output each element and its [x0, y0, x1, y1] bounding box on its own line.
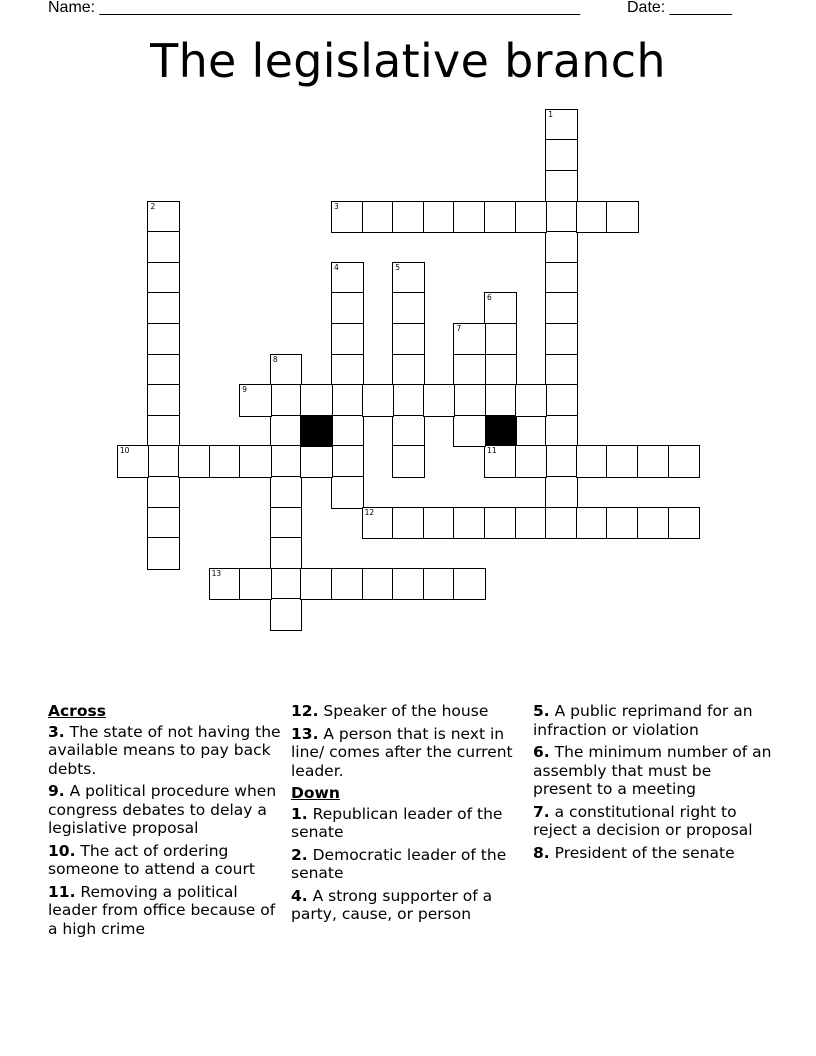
clues-column-2: [291, 702, 531, 928]
grid-cell[interactable]: [331, 384, 364, 417]
grid-cell[interactable]: [147, 354, 180, 387]
grid-cell[interactable]: [484, 201, 517, 234]
grid-cell[interactable]: [606, 201, 639, 234]
clues-column-3: [533, 702, 773, 866]
grid-cell[interactable]: [239, 384, 272, 417]
grid-cell[interactable]: [270, 598, 303, 631]
across-clue-11: 11. Removing a political leader from office because of a high crime: [48, 882, 276, 938]
grid-cell[interactable]: [545, 354, 578, 387]
grid-cell[interactable]: [515, 201, 548, 234]
grid-cell[interactable]: [331, 568, 364, 601]
grid-cell[interactable]: [484, 507, 517, 540]
grid-cell[interactable]: [392, 568, 425, 601]
grid-cell[interactable]: [392, 445, 425, 478]
down-clue-8: 8. President of the senate: [533, 843, 735, 862]
grid-cell[interactable]: [668, 445, 701, 478]
grid-cell[interactable]: [178, 445, 211, 478]
clue-number: 13: [211, 568, 222, 578]
grid-cell[interactable]: [453, 201, 486, 234]
grid-cell[interactable]: [331, 445, 364, 478]
grid-cell[interactable]: [423, 201, 456, 234]
clues-column-1: [48, 702, 288, 942]
grid-cell[interactable]: [300, 384, 333, 417]
grid-cell[interactable]: [331, 262, 364, 295]
grid-cell[interactable]: [392, 262, 425, 295]
clue-number: 4: [334, 262, 339, 272]
name-field-label: Name: ______________________________________________________: [48, 0, 581, 16]
grid-cell[interactable]: [515, 384, 548, 417]
grid-cell[interactable]: [668, 507, 701, 540]
grid-cell[interactable]: [484, 445, 517, 478]
across-clue-12: 12. Speaker of the house: [291, 702, 489, 720]
grid-cell[interactable]: [545, 109, 578, 142]
grid-cell[interactable]: [606, 507, 639, 540]
down-heading: Down: [291, 784, 340, 802]
grid-cell[interactable]: [300, 568, 333, 601]
grid-cell[interactable]: [453, 323, 486, 356]
across-clue-9: 9. A political procedure when congress debates to delay a legislative proposal: [48, 782, 277, 837]
grid-cell[interactable]: [300, 445, 333, 478]
grid-cell[interactable]: [147, 507, 180, 540]
grid-cell[interactable]: [545, 507, 578, 540]
grid-cell[interactable]: [392, 354, 425, 387]
down-clue-6: 6. The minimum number of an assembly that must be present to a meeting: [533, 743, 772, 798]
clue-number: 7: [456, 324, 462, 334]
grid-cell[interactable]: [362, 568, 395, 601]
clue-number: 10: [119, 446, 130, 456]
grid-cell[interactable]: [453, 507, 486, 540]
black-square: [484, 415, 517, 448]
clue-number: 5: [395, 262, 401, 272]
grid-cell[interactable]: [515, 445, 548, 478]
grid-cell[interactable]: [392, 384, 425, 417]
grid-cell[interactable]: [484, 354, 517, 387]
grid-cell[interactable]: [545, 476, 578, 509]
date-field-label: Date: _______: [627, 0, 732, 16]
grid-cell[interactable]: [147, 537, 180, 570]
grid-cell[interactable]: [576, 445, 609, 478]
grid-cell[interactable]: [545, 201, 578, 234]
grid-cell[interactable]: [637, 445, 670, 478]
grid-cell[interactable]: [331, 292, 364, 325]
grid-cell[interactable]: [545, 384, 578, 417]
across-heading: Across: [48, 702, 106, 720]
grid-cell[interactable]: [545, 323, 578, 356]
grid-cell[interactable]: [484, 323, 517, 356]
grid-cell[interactable]: [545, 170, 578, 203]
grid-cell[interactable]: [453, 568, 486, 601]
clue-number: 8: [272, 354, 278, 364]
grid-cell[interactable]: [331, 323, 364, 356]
black-square: [300, 415, 333, 448]
grid-cell[interactable]: [270, 507, 303, 540]
grid-cell[interactable]: [453, 415, 486, 448]
clue-number: 9: [242, 385, 248, 395]
clue-number: 1: [548, 109, 554, 119]
grid-cell[interactable]: [147, 384, 180, 417]
grid-cell[interactable]: [209, 445, 242, 478]
grid-cell[interactable]: [576, 507, 609, 540]
grid-cell[interactable]: [147, 415, 180, 448]
grid-cell[interactable]: [545, 445, 578, 478]
grid-cell[interactable]: [270, 354, 303, 387]
across-clue-10: 10. The act of ordering someone to attend a court: [48, 841, 255, 878]
grid-cell[interactable]: [270, 476, 303, 509]
clue-number: 3: [334, 201, 339, 211]
grid-cell[interactable]: [147, 231, 180, 264]
grid-cell[interactable]: [606, 445, 639, 478]
down-clue-7: 7. a constitutional right to reject a decision or proposal: [533, 802, 753, 839]
grid-cell[interactable]: [484, 384, 517, 417]
down-clue-4: 4. A strong supporter of a party, cause, or person: [291, 886, 493, 923]
page-title: The legislative branch: [150, 34, 666, 88]
grid-cell[interactable]: [453, 354, 486, 387]
grid-cell[interactable]: [392, 415, 425, 448]
grid-cell[interactable]: [270, 415, 303, 448]
grid-cell[interactable]: [423, 507, 456, 540]
grid-cell[interactable]: [209, 568, 242, 601]
grid-cell[interactable]: [331, 201, 364, 234]
grid-cell[interactable]: [545, 415, 578, 448]
grid-cell[interactable]: [545, 262, 578, 295]
grid-cell[interactable]: [147, 292, 180, 325]
grid-cell[interactable]: [147, 201, 180, 234]
grid-cell[interactable]: [117, 445, 150, 478]
grid-cell[interactable]: [147, 476, 180, 509]
grid-cell[interactable]: [147, 262, 180, 295]
grid-cell[interactable]: [545, 139, 578, 172]
grid-cell[interactable]: [637, 507, 670, 540]
grid-cell[interactable]: [362, 201, 395, 234]
clue-number: 11: [487, 446, 497, 456]
grid-cell[interactable]: [423, 568, 456, 601]
grid-cell[interactable]: [270, 445, 303, 478]
grid-cell[interactable]: [270, 537, 303, 570]
across-clue-13: 13. A person that is next in line/ comes after the current leader.: [291, 724, 513, 780]
grid-cell[interactable]: [545, 231, 578, 264]
grid-cell[interactable]: [147, 445, 180, 478]
clue-number: 2: [150, 201, 156, 211]
grid-cell[interactable]: [484, 292, 517, 325]
grid-cell[interactable]: [362, 384, 395, 417]
grid-cell[interactable]: [392, 201, 425, 234]
grid-cell[interactable]: [392, 292, 425, 325]
grid-cell[interactable]: [270, 568, 303, 601]
grid-cell[interactable]: [392, 323, 425, 356]
down-clue-5: 5. A public reprimand for an infraction or violation: [533, 702, 753, 739]
grid-cell[interactable]: [147, 323, 180, 356]
grid-cell[interactable]: [453, 384, 486, 417]
down-clue-2: 2. Democratic leader of the senate: [291, 845, 507, 882]
grid-cell[interactable]: [545, 292, 578, 325]
grid-cell[interactable]: [362, 507, 395, 540]
grid-cell[interactable]: [270, 384, 303, 417]
grid-cell[interactable]: [331, 415, 364, 448]
grid-cell[interactable]: [239, 445, 272, 478]
grid-cell[interactable]: [515, 507, 548, 540]
grid-cell[interactable]: [392, 507, 425, 540]
grid-cell[interactable]: [239, 568, 272, 601]
grid-cell[interactable]: [331, 476, 364, 509]
grid-cell[interactable]: [331, 354, 364, 387]
across-clue-3: 3. The state of not having the available means to pay back debts.: [48, 722, 281, 778]
grid-cell[interactable]: [423, 384, 456, 417]
clue-number: 6: [487, 293, 492, 303]
down-clue-1: 1. Republican leader of the senate: [291, 804, 503, 841]
clue-number: 12: [364, 507, 375, 517]
grid-cell[interactable]: [576, 201, 609, 234]
